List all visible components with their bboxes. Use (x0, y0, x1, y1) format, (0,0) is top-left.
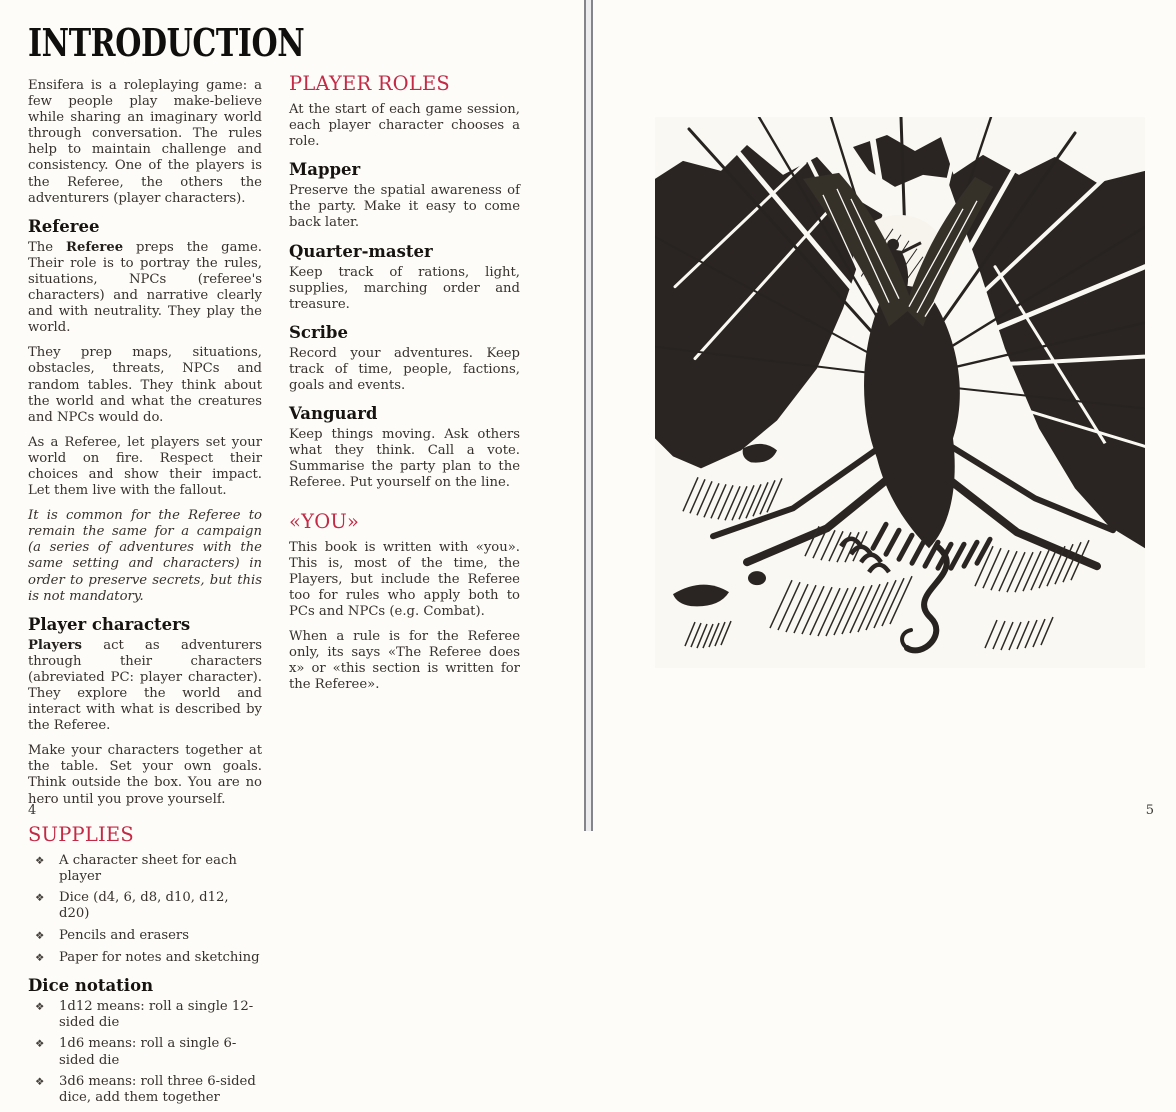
bullet-ornament-icon: ❖ (35, 930, 45, 943)
heading-role-mapper: Mapper (289, 160, 361, 180)
bullet-ornament-icon: ❖ (35, 854, 45, 867)
list-item: ❖ 3d6 means: roll three 6-sided dice, add them together (28, 1074, 262, 1106)
list-item: ❖ 1d12 means: roll a single 12-sided die (28, 999, 262, 1031)
text-run-bold: Players (28, 637, 82, 653)
you-paragraph-1: This book is written with «you». This is, most of the time, the Players, but include the Referee too for rules who apply both to PCs and NPCs (e.g. Combat). (289, 539, 520, 619)
role-mapper-desc: Preserve the spatial awareness of the party. Make it easy to come back later. (289, 183, 520, 231)
dice-notation-list (28, 999, 262, 1107)
illustration-ink-creature (655, 117, 1145, 668)
role-vanguard-desc: Keep things moving. Ask others what they think. Call a vote. Summarise the party plan to the Referee. Put yourself on the line. (289, 427, 520, 491)
list-item: ❖ A character sheet for each player (28, 853, 262, 885)
supplies-list (28, 853, 262, 966)
list-item: ❖ Dice (d4, 6, d8, d10, d12, d20) (28, 890, 262, 922)
role-quarter-master-desc: Keep track of rations, light, supplies, marching order and treasure. (289, 264, 520, 312)
right-column (289, 72, 520, 702)
heading-player-characters: Player characters (28, 614, 191, 634)
page-number-left: 4 (28, 803, 37, 818)
heading-role-quarter-master: Quarter-master (289, 241, 433, 261)
referee-note-italic: It is common for the Referee to remain the same for a campaign (a series of adventures with the same setting and characters) in order to preserve secrets, but this is not mandatory. (28, 508, 262, 604)
heading-referee: Referee (28, 216, 100, 236)
player-characters-paragraph-1 (28, 638, 262, 735)
heading-role-vanguard: Vanguard (289, 404, 378, 424)
referee-paragraph-2: They prep maps, situations, obstacles, threats, NPCs and random tables. They think about the world and what the creatures and NPCs would do. (28, 345, 262, 425)
page-title: INTRODUCTION (28, 20, 305, 65)
bullet-ornament-icon: ❖ (35, 951, 45, 964)
page-right (593, 0, 1176, 831)
page-number-right: 5 (1145, 803, 1154, 818)
bullet-ornament-icon: ❖ (35, 892, 45, 905)
referee-paragraph-3: As a Referee, let players set your world on fire. Respect their choices and show their impact. Let them live with the fallout. (28, 434, 262, 499)
referee-paragraph-1 (28, 240, 262, 337)
list-item: ❖ Pencils and erasers (28, 928, 262, 944)
text-run: preps the game. Their role is to portray the rules, situations, NPCs (referee's characters) and narrative clearly and with neutrality. They play the world. (28, 239, 262, 336)
you-paragraph-2: When a rule is for the Referee only, its says «The Referee does x» or «this section is written for the Referee». (289, 628, 520, 693)
text-run-bold: Referee (66, 239, 124, 255)
heading-player-roles: PLAYER ROLES (289, 72, 450, 95)
player-characters-paragraph-2: Make your characters together at the table. Set your own goals. Think outside the box. You are no hero until you prove yourself. (28, 743, 262, 807)
illustration-svg (655, 117, 1145, 668)
text-run: The (28, 239, 66, 255)
bullet-ornament-icon: ❖ (35, 1076, 45, 1089)
player-roles-intro: At the start of each game session, each player character chooses a role. (289, 102, 520, 150)
text-run: act as adventurers through their characters (abreviated PC: player character). They explore the world and interact with what is described by the Referee. (28, 637, 262, 734)
page-left (0, 0, 584, 1106)
page-gutter-divider (584, 0, 593, 831)
heading-role-scribe: Scribe (289, 322, 348, 342)
bullet-ornament-icon: ❖ (35, 1000, 45, 1013)
bullet-ornament-icon: ❖ (35, 1038, 45, 1051)
intro-paragraph: Ensifera is a roleplaying game: a few people play make-believe while sharing an imaginary world through conversation. The rules help to maintain challenge and consistency. One of the players is the Referee, the others the adventurers (player characters). (28, 78, 262, 206)
heading-dice-notation: Dice notation (28, 975, 154, 995)
list-item: ❖ Paper for notes and sketching (28, 950, 262, 966)
heading-you: «YOU» (289, 509, 360, 533)
role-scribe-desc: Record your adventures. Keep track of time, people, factions, goals and events. (289, 345, 520, 394)
heading-supplies: SUPPLIES (28, 822, 134, 846)
list-item: ❖ 1d6 means: roll a single 6-sided die (28, 1036, 262, 1068)
left-column (28, 78, 262, 1112)
